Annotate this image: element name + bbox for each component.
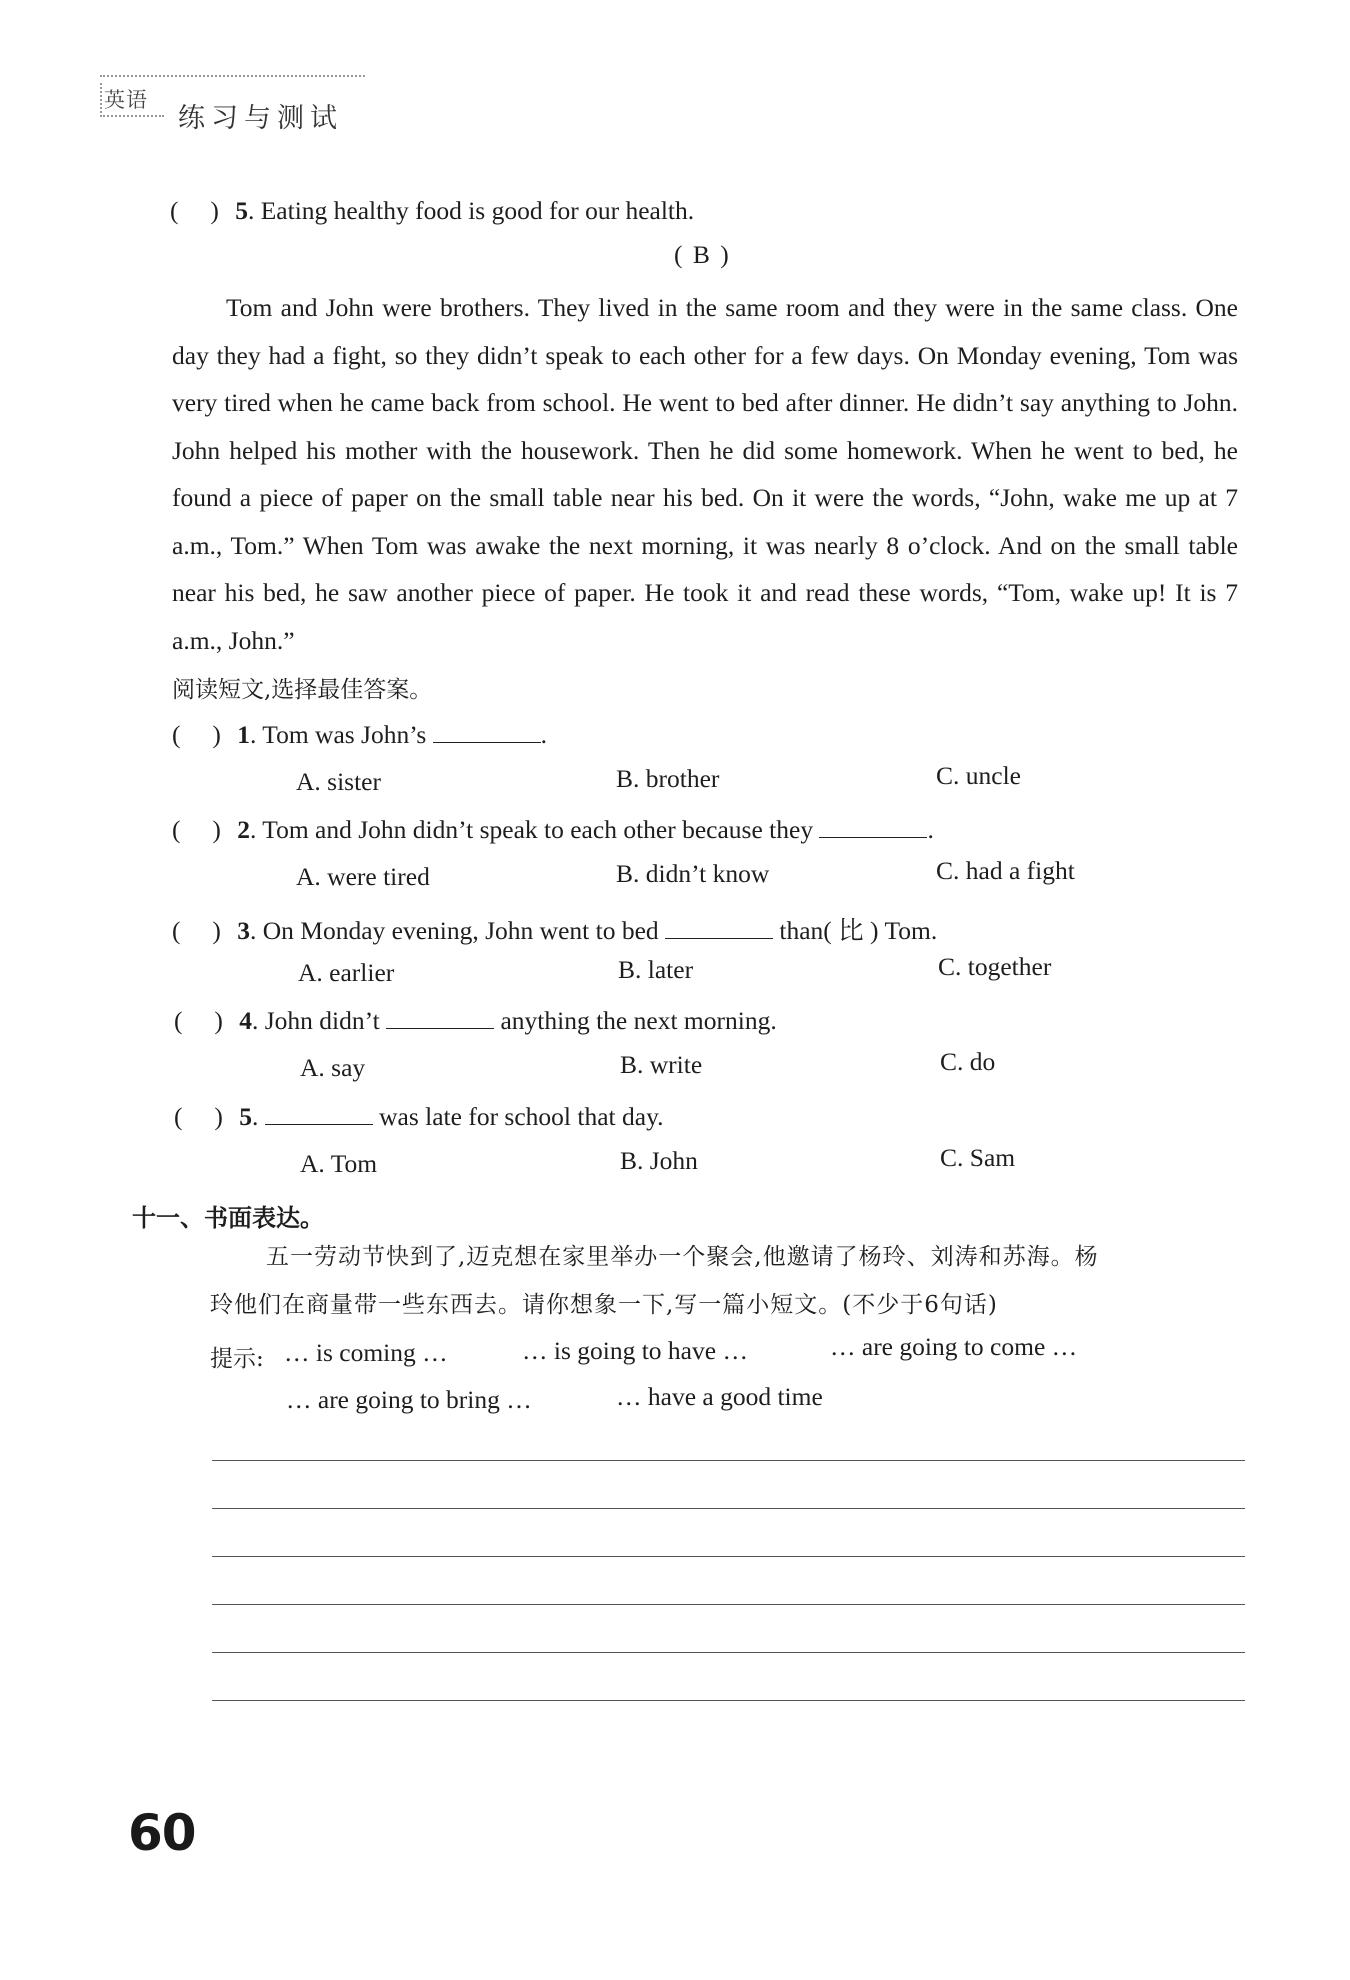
hint-3: … are going to come … <box>830 1332 1078 1361</box>
header-dotted-rule <box>100 75 365 77</box>
question-stem-end: . <box>540 720 547 749</box>
option-b[interactable]: B. write <box>620 1050 703 1079</box>
question-3 <box>172 911 937 947</box>
writing-line[interactable] <box>212 1652 1245 1653</box>
question-stem-end: was late for school that day. <box>372 1102 664 1131</box>
option-c[interactable]: C. had a fight <box>936 856 1075 885</box>
answer-blank <box>386 1006 494 1029</box>
question-number: 1 <box>237 720 250 749</box>
hint-4: … are going to bring … <box>286 1385 532 1414</box>
option-b[interactable]: B. brother <box>616 764 720 793</box>
writing-prompt-line-2: 玲他们在商量带一些东西去。请你想象一下,写一篇小短文。(不少于6句话) <box>210 1292 998 1318</box>
prev-question-5 <box>170 196 694 226</box>
option-c[interactable]: C. together <box>938 952 1052 981</box>
section-b-label: ( B ) <box>674 240 731 269</box>
answer-paren[interactable]: ( ) <box>172 916 221 945</box>
writing-prompt-line-1: 五一劳动节快到了,迈克想在家里举办一个聚会,他邀请了杨玲、刘涛和苏海。杨 <box>266 1244 1099 1270</box>
question-number: 5 <box>239 1102 252 1131</box>
answer-paren[interactable]: ( ) <box>170 196 219 225</box>
question-stem: . John didn’t <box>251 1006 387 1035</box>
header-subject: 英语 <box>104 88 148 112</box>
option-a[interactable]: A. say <box>300 1053 366 1082</box>
question-number: 4 <box>239 1006 252 1035</box>
writing-line[interactable] <box>212 1700 1245 1701</box>
option-a[interactable]: A. were tired <box>296 862 430 891</box>
option-a[interactable]: A. Tom <box>300 1149 378 1178</box>
option-c[interactable]: C. Sam <box>940 1143 1016 1172</box>
page-number: 60 <box>128 1804 196 1862</box>
option-c[interactable]: C. uncle <box>936 761 1021 790</box>
option-b[interactable]: B. didn’t know <box>616 859 770 888</box>
question-stem-end: anything the next morning. <box>494 1006 777 1035</box>
option-b[interactable]: B. John <box>620 1146 698 1175</box>
passage-text: Tom and John were brothers. They lived in the same room and they were in the same class. One day they had a fight, so they didn’t speak to each other for a few days. On Monday evening, Tom was very tired when he came back from school. He went to bed after dinner. He didn’t say anything to John. John helped his mother with the housework. Then he did some homework. When he went to bed, he found a piece of paper on the small table near his bed. On it were the words, “John, wake me up at 7 a.m., Tom.” When Tom was awake the next morning, it was nearly 8 o’clock. And on the small table near his bed, he saw another piece of paper. He took it and read these words, “Tom, wake up! It is 7 a.m., John.” <box>172 293 1238 655</box>
question-stem: . Tom was John’s <box>249 720 433 749</box>
question-stem-end: than( 比 ) Tom. <box>773 916 938 945</box>
header-book-title: 练习与测试 <box>178 103 343 134</box>
hint-label: 提示: <box>210 1346 264 1372</box>
answer-blank <box>819 815 927 838</box>
question-5 <box>174 1102 664 1132</box>
writing-line[interactable] <box>212 1556 1245 1557</box>
writing-line[interactable] <box>212 1604 1245 1605</box>
reading-passage <box>172 284 1238 664</box>
writing-heading: 十一、书面表达。 <box>132 1204 324 1232</box>
question-number: 5 <box>235 196 248 225</box>
option-a[interactable]: A. sister <box>296 767 381 796</box>
hint-2: … is going to have … <box>522 1336 748 1365</box>
hint-5: … have a good time <box>616 1382 823 1411</box>
answer-paren[interactable]: ( ) <box>174 1102 223 1131</box>
answer-blank <box>433 720 541 743</box>
answer-blank <box>665 916 773 939</box>
question-2 <box>172 815 934 845</box>
option-c[interactable]: C. do <box>940 1047 996 1076</box>
hint-1: … is coming … <box>284 1338 448 1367</box>
writing-line[interactable] <box>212 1460 1245 1461</box>
option-b[interactable]: B. later <box>618 955 694 984</box>
answer-paren[interactable]: ( ) <box>172 815 221 844</box>
question-number: 3 <box>237 916 250 945</box>
question-stem: . On Monday evening, John went to bed <box>249 916 666 945</box>
question-stem-end: . <box>927 815 934 844</box>
option-a[interactable]: A. earlier <box>298 958 395 987</box>
question-number: 2 <box>237 815 250 844</box>
question-1 <box>172 720 547 750</box>
question-stem: . Tom and John didn’t speak to each other because they <box>249 815 820 844</box>
reading-instruction: 阅读短文,选择最佳答案。 <box>172 677 433 703</box>
answer-paren[interactable]: ( ) <box>174 1006 223 1035</box>
question-stem: . <box>251 1102 265 1131</box>
question-text: . Eating healthy food is good for our health. <box>247 196 695 225</box>
question-4 <box>174 1006 777 1036</box>
writing-line[interactable] <box>212 1508 1245 1509</box>
answer-blank <box>265 1102 373 1125</box>
answer-paren[interactable]: ( ) <box>172 720 221 749</box>
